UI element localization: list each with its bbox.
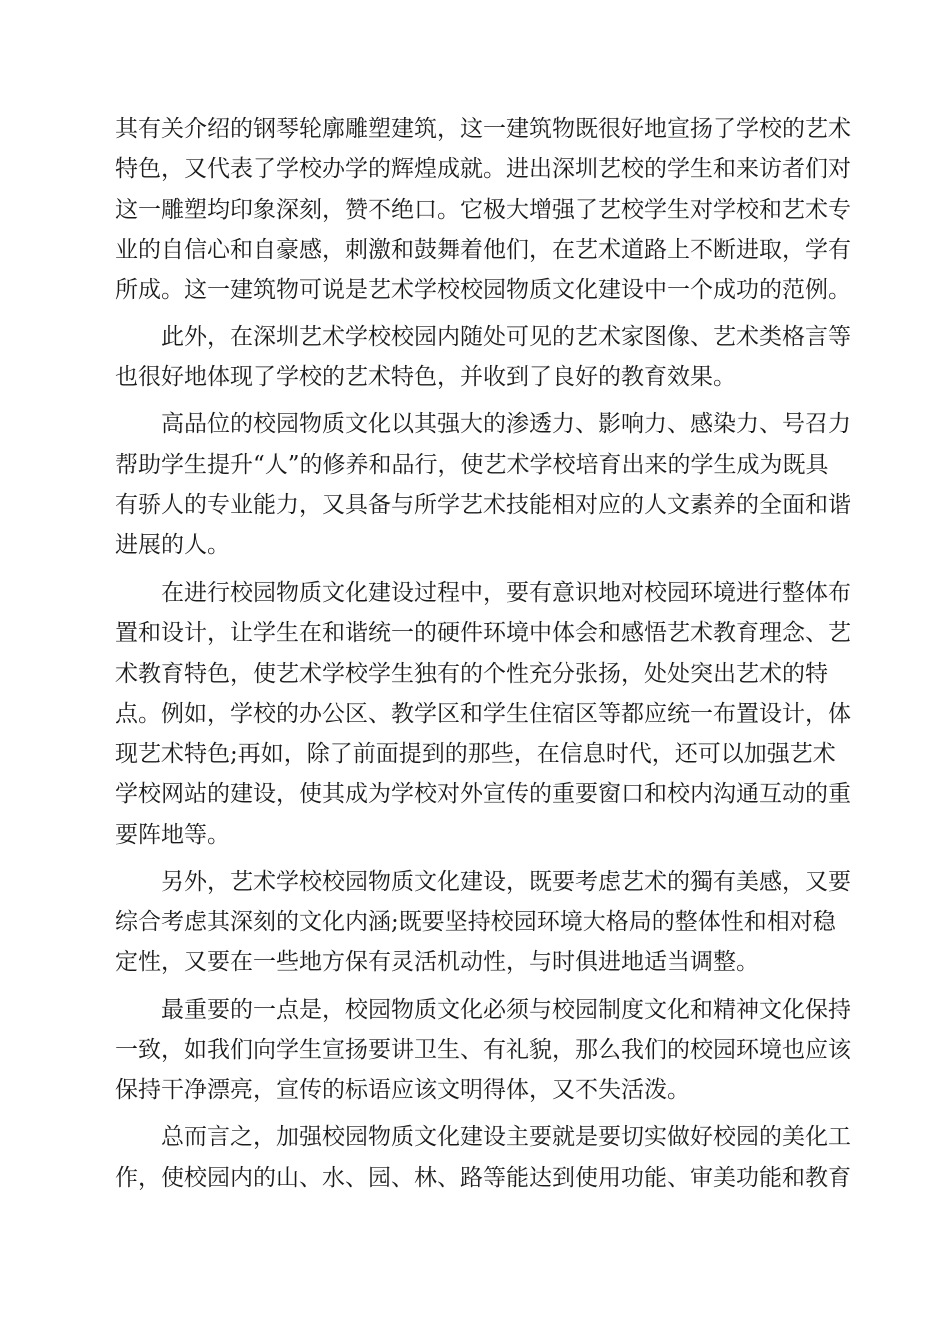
text-line: 进展的人。	[115, 532, 230, 558]
text-line: 高品位的校园物质文化以其强大的渗透力、影响力、感染力、号召力	[161, 411, 851, 437]
text-line: 这一雕塑均印象深刻，赞不绝口。它极大增强了艺校学生对学校和艺术专	[115, 197, 851, 223]
text-line: 一致，如我们向学生宣扬要讲卫生、有礼貌，那么我们的校园环境也应该	[115, 1037, 851, 1063]
text-line: 作，使校园内的山、水、园、林、路等能达到使用功能、审美功能和教育	[115, 1165, 851, 1191]
text-line: 另外，艺术学校校园物质文化建设，既要考虑艺术的獨有美感，又要	[161, 869, 851, 895]
text-line: 业的自信心和自豪感，刺激和鼓舞着他们，在艺术道路上不断进取，学有	[115, 237, 851, 263]
text-line: 其有关介绍的钢琴轮廓雕塑建筑，这一建筑物既很好地宣扬了学校的艺术	[115, 116, 851, 142]
text-line: 要阵地等。	[115, 822, 230, 848]
text-line: 现艺术特色;再如，除了前面提到的那些，在信息时代，还可以加强艺术	[115, 741, 836, 767]
text-line: 也很好地体现了学校的艺术特色，并收到了良好的教育效果。	[115, 364, 736, 390]
text-line: 总而言之，加强校园物质文化建设主要就是要切实做好校园的美化工	[161, 1124, 851, 1150]
text-line: 定性，又要在一些地方保有灵活机动性，与时俱进地适当调整。	[115, 949, 759, 975]
text-line: 所成。这一建筑物可说是艺术学校校园物质文化建设中一个成功的范例。	[115, 277, 851, 303]
text-line: 术教育特色，使艺术学校学生独有的个性充分张扬，处处突出艺术的特	[115, 661, 828, 687]
text-line: 点。例如，学校的办公区、教学区和学生住宿区等都应统一布置设计，体	[115, 701, 851, 727]
text-line: 在进行校园物质文化建设过程中，要有意识地对校园环境进行整体布	[161, 580, 851, 606]
text-line: 置和设计，让学生在和谐统一的硬件环境中体会和感悟艺术教育理念、艺	[115, 620, 851, 646]
text-line: 此外，在深圳艺术学校校园内随处可见的艺术家图像、艺术类格言等	[161, 324, 851, 350]
text-line: 帮助学生提升“人”的修养和品行，使艺术学校培育出来的学生成为既具	[115, 452, 829, 478]
text-line: 综合考虑其深刻的文化内涵;既要坚持校园环境大格局的整体性和相对稳	[115, 909, 836, 935]
text-line: 特色，又代表了学校办学的辉煌成就。进出深圳艺校的学生和来访者们对	[115, 156, 851, 182]
text-line: 有骄人的专业能力，又具备与所学艺术技能相对应的人文素养的全面和谐	[115, 492, 851, 518]
text-line: 学校网站的建设，使其成为学校对外宣传的重要窗口和校内沟通互动的重	[115, 781, 851, 807]
text-line: 最重要的一点是，校园物质文化必须与校园制度文化和精神文化保持	[161, 997, 851, 1023]
text-line: 保持干净漂亮，宣传的标语应该文明得体，又不失活泼。	[115, 1077, 690, 1103]
